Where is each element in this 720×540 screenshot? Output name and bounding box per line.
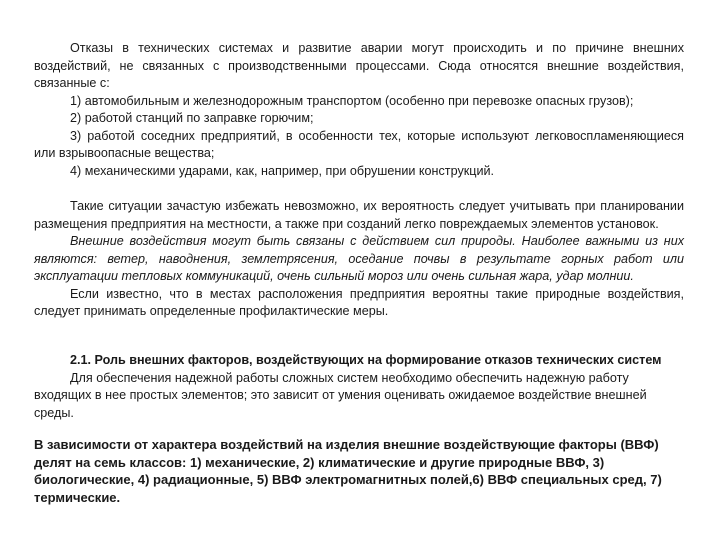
- section-2-1: [34, 352, 684, 422]
- intro-paragraph: Отказы в технических системах и развитие аварии могут происходить и по причине внешних воздействий, не связанных с производственными процессами. Сюда относятся внешние воздействия, связанные с:: [34, 41, 684, 90]
- list-item-fuel-stations: 2) работой станций по заправке горючим;: [70, 111, 314, 125]
- section-heading: 2.1. Роль внешних факторов, воздействующих на формирование отказов технических систем: [70, 353, 662, 367]
- external-impacts-section: [34, 40, 684, 180]
- list-item-neighbor-plants: 3) работой соседних предприятий, в особенности тех, которые используют легковоспламеняющиеся или взрывоопасные вещества;: [34, 128, 684, 160]
- reliability-paragraph: Для обеспечения надежной работы сложных систем необходимо обеспечить надежную работу входящих в нее простых элементов; это зависит от умения оценивать ожидаемое воздействие внешней среды.: [34, 370, 647, 420]
- factor-classes-paragraph: В зависимости от характера воздействий на изделия внешние воздействующие факторы (ВВФ) делят на семь классов: 1) механические, 2) климатические и другие природные ВВФ, 3) биологические, 4) радиационные, 5) ВВФ электромагнитных полей,6) ВВФ специальных сред, 7) термические.: [34, 437, 662, 505]
- factor-classes-section: [34, 436, 684, 506]
- situations-paragraph: Такие ситуации зачастую избежать невозможно, их вероятность следует учитывать при планировании размещения предприятия на местности, а также при созданий легко повреждаемых элементов установок.: [34, 199, 684, 231]
- preventive-measures-paragraph: Если известно, что в местах расположения предприятия вероятны такие природные воздействия, следует принимать определенные профилактические меры.: [34, 286, 684, 318]
- natural-impacts-section: [34, 198, 684, 321]
- list-item-mechanical-shocks: 4) механическими ударами, как, например, при обрушении конструкций.: [70, 163, 495, 178]
- list-item-transport: 1) автомобильным и железнодорожным транспортом (особенно при перевозке опасных грузов);: [70, 93, 634, 108]
- nature-forces-paragraph: Внешние воздействия могут быть связаны с действием сил природы. Наиболее важными из них являются: ветер, наводнения, землетрясения, оседание почвы в результате горных работ или эксплуатации тепловых коммуникаций, очень сильный мороз или очень сильная жара, удар молнии.: [34, 234, 684, 283]
